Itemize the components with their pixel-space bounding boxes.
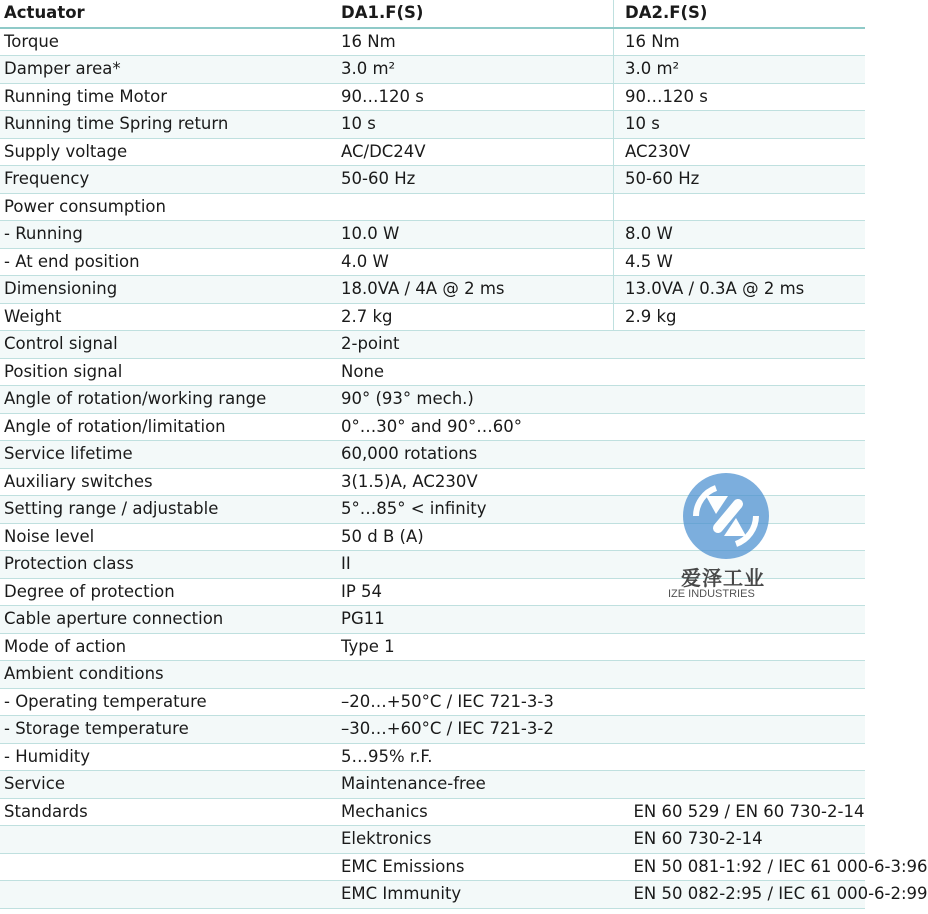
table-row — [0, 276, 865, 304]
value-da2: 13.0VA / 0.3A @ 2 ms — [614, 276, 866, 304]
value-da2: 3.0 m² — [614, 56, 866, 84]
value-common: –30…+60°C / IEC 721-3-2 — [336, 716, 865, 744]
table-row — [0, 28, 865, 56]
row-label: - Humidity — [0, 743, 336, 771]
row-label-blank — [0, 826, 336, 854]
row-label: Position signal — [0, 358, 336, 386]
table-row — [0, 661, 865, 689]
value-da1: 3.0 m² — [336, 56, 614, 84]
row-label: Power consumption — [0, 193, 336, 221]
standards-row — [0, 853, 865, 881]
table-row — [0, 716, 865, 744]
standard-value: EN 60 730-2-14 — [614, 826, 866, 854]
table-row — [0, 166, 865, 194]
row-label: Standards — [0, 798, 336, 826]
row-label: Angle of rotation/working range — [0, 386, 336, 414]
header-col2: DA2.F(S) — [614, 0, 866, 28]
value-da2: 2.9 kg — [614, 303, 866, 331]
row-label: Angle of rotation/limitation — [0, 413, 336, 441]
row-label-blank — [0, 881, 336, 909]
standard-name: Mechanics — [336, 798, 614, 826]
table-row — [0, 413, 865, 441]
value-da1: 10 s — [336, 111, 614, 139]
value-common: 5°…85° < infinity — [336, 496, 865, 524]
value-da2: 16 Nm — [614, 28, 866, 56]
value-da1: 18.0VA / 4A @ 2 ms — [336, 276, 614, 304]
table-row — [0, 688, 865, 716]
value-da2: 10 s — [614, 111, 866, 139]
table-row — [0, 358, 865, 386]
value-common: Maintenance-free — [336, 771, 865, 799]
table-row — [0, 441, 865, 469]
value-common: 90° (93° mech.) — [336, 386, 865, 414]
standard-name: EMC Immunity — [336, 881, 614, 909]
value-da1: 90…120 s — [336, 83, 614, 111]
row-label: - Operating temperature — [0, 688, 336, 716]
standard-value: EN 50 082-2:95 / IEC 61 000-6-2:99 — [614, 881, 866, 909]
row-label: Weight — [0, 303, 336, 331]
value-da2: AC230V — [614, 138, 866, 166]
row-label: Control signal — [0, 331, 336, 359]
row-label: Service lifetime — [0, 441, 336, 469]
table-row — [0, 303, 865, 331]
row-label: Auxiliary switches — [0, 468, 336, 496]
value-da1: 50-60 Hz — [336, 166, 614, 194]
row-label: Damper area* — [0, 56, 336, 84]
table-row — [0, 606, 865, 634]
value-common: II — [336, 551, 865, 579]
row-label: Torque — [0, 28, 336, 56]
row-label: Mode of action — [0, 633, 336, 661]
row-label-blank — [0, 853, 336, 881]
standard-value: EN 50 081-1:92 / IEC 61 000-6-3:96 — [614, 853, 866, 881]
row-label: Noise level — [0, 523, 336, 551]
value-da1: AC/DC24V — [336, 138, 614, 166]
table-row — [0, 386, 865, 414]
watermark-english-text: IZE INDUSTRIES — [668, 588, 755, 600]
value-common: 5…95% r.F. — [336, 743, 865, 771]
table-row — [0, 83, 865, 111]
value-common: 3(1.5)A, AC230V — [336, 468, 865, 496]
standards-row — [0, 798, 865, 826]
value-da1: 2.7 kg — [336, 303, 614, 331]
value-da2: 90…120 s — [614, 83, 866, 111]
standard-name: EMC Emissions — [336, 853, 614, 881]
company-watermark — [668, 466, 780, 606]
standards-row — [0, 826, 865, 854]
watermark-chinese-text: 爱泽工业 — [681, 566, 765, 590]
table-row — [0, 633, 865, 661]
table-row — [0, 193, 865, 221]
row-label: Running time Motor — [0, 83, 336, 111]
value-da2 — [614, 193, 866, 221]
row-label: Cable aperture connection — [0, 606, 336, 634]
value-common: –20…+50°C / IEC 721-3-3 — [336, 688, 865, 716]
table-row — [0, 221, 865, 249]
row-label: Dimensioning — [0, 276, 336, 304]
row-label: Protection class — [0, 551, 336, 579]
value-common: 50 d B (A) — [336, 523, 865, 551]
value-common: PG11 — [336, 606, 865, 634]
value-common: IP 54 — [336, 578, 865, 606]
row-label: Ambient conditions — [0, 661, 336, 689]
row-label: Running time Spring return — [0, 111, 336, 139]
value-da1 — [336, 193, 614, 221]
logo-icon — [676, 466, 776, 566]
table-row — [0, 771, 865, 799]
table-row — [0, 331, 865, 359]
row-label: Degree of protection — [0, 578, 336, 606]
table-row — [0, 743, 865, 771]
value-common: 0°…30° and 90°…60° — [336, 413, 865, 441]
value-common: 2-point — [336, 331, 865, 359]
standard-value: EN 60 529 / EN 60 730-2-14 — [614, 798, 866, 826]
table-row — [0, 138, 865, 166]
value-da2: 50-60 Hz — [614, 166, 866, 194]
table-row — [0, 56, 865, 84]
row-label: Supply voltage — [0, 138, 336, 166]
row-label: - Storage temperature — [0, 716, 336, 744]
row-label: - At end position — [0, 248, 336, 276]
value-da1: 4.0 W — [336, 248, 614, 276]
row-label: Frequency — [0, 166, 336, 194]
table-row — [0, 111, 865, 139]
value-da1: 16 Nm — [336, 28, 614, 56]
table-header-row — [0, 0, 865, 28]
row-label: Service — [0, 771, 336, 799]
standards-row — [0, 881, 865, 909]
row-label: Setting range / adjustable — [0, 496, 336, 524]
value-da2: 4.5 W — [614, 248, 866, 276]
value-da1: 10.0 W — [336, 221, 614, 249]
header-label: Actuator — [0, 0, 336, 28]
standard-name: Elektronics — [336, 826, 614, 854]
header-col1: DA1.F(S) — [336, 0, 614, 28]
value-da2: 8.0 W — [614, 221, 866, 249]
table-row — [0, 248, 865, 276]
value-common: None — [336, 358, 865, 386]
value-common: Type 1 — [336, 633, 865, 661]
row-label: - Running — [0, 221, 336, 249]
value-common — [336, 661, 865, 689]
value-common: 60,000 rotations — [336, 441, 865, 469]
